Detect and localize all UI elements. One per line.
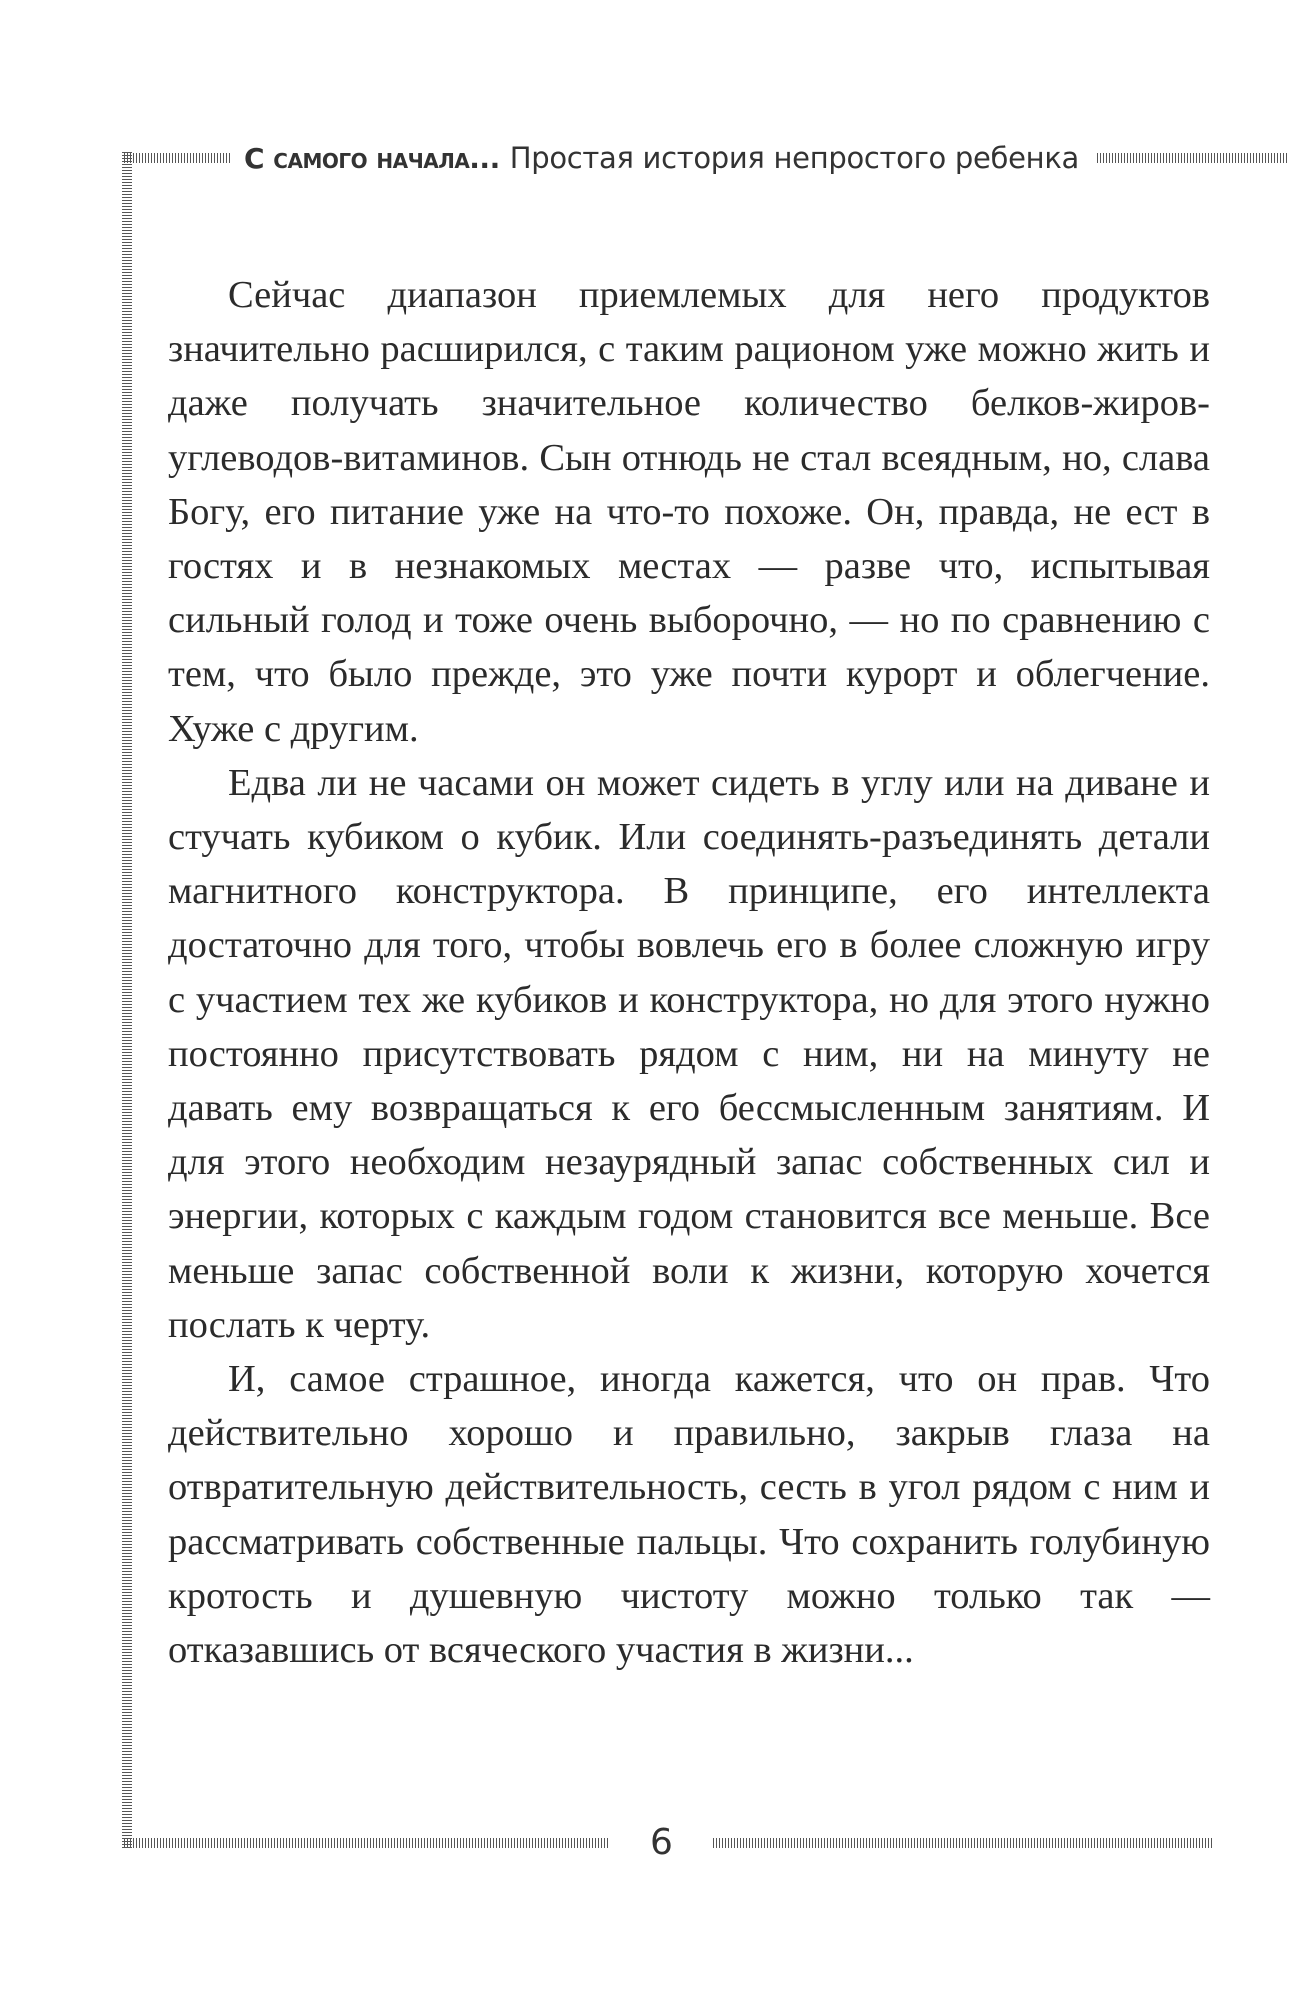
body-text [168,268,1210,1677]
paragraph-1: Сейчас диапазон приемлемых для него продуктов значительно расширился, с таким рационом уже можно жить и даже получать значительное количество белков-жиров-углеводов-витаминов. Сын отнюдь не стал всеядным, но, слава Богу, его питание уже на что-то похоже. Он, правда, не ест в гостях и в незнакомых местах — разве что, испытывая сильный голод и тоже очень выборочно, — но по сравнению с тем, что было прежде, это уже почти курорт и облегчение. Хуже с другим. [168,274,1210,750]
footer-rule-right [713,1838,1214,1848]
page-footer [124,1818,1214,1868]
paragraph-2: Едва ли не часами он может сидеть в углу или на диване и стучать кубиком о кубик. Или соединять-разъединять детали магнитного конструктора. В принципе, его интеллекта достаточно для того, чтобы вовлечь его в более сложную игру с участием тех же кубиков и конструктора, но для этого нужно постоянно присутствовать рядом с ним, ни на минуту не давать ему возвращаться к его бессмысленным занятиям. И для этого необходим незаурядный запас собственных сил и энергии, которых с каждым годом становится все меньше. Все меньше запас собственной воли к жизни, которую хочется послать к черту. [168,761,1210,1346]
header-text [244,141,1079,175]
footer-rule-left [124,1838,610,1848]
series-title: С самого начала... [244,142,500,175]
book-title: Простая история непростого ребенка [509,141,1080,175]
paragraph-3: И, самое страшное, иногда кажется, что он прав. Что действительно хорошо и правильно, закрыв глаза на отвратительную действительность, сесть в угол рядом с ним и рассматривать собственные пальцы. Что сохранить голубиную кротость и душевную чистоту можно только так — отказавшись от всяческого участия в жизни... [168,1358,1210,1672]
header-rule-left [124,153,232,163]
running-header [124,138,1289,178]
left-margin-rule [122,152,132,1850]
header-rule-right [1097,153,1289,163]
page-number: 6 [650,1822,673,1863]
